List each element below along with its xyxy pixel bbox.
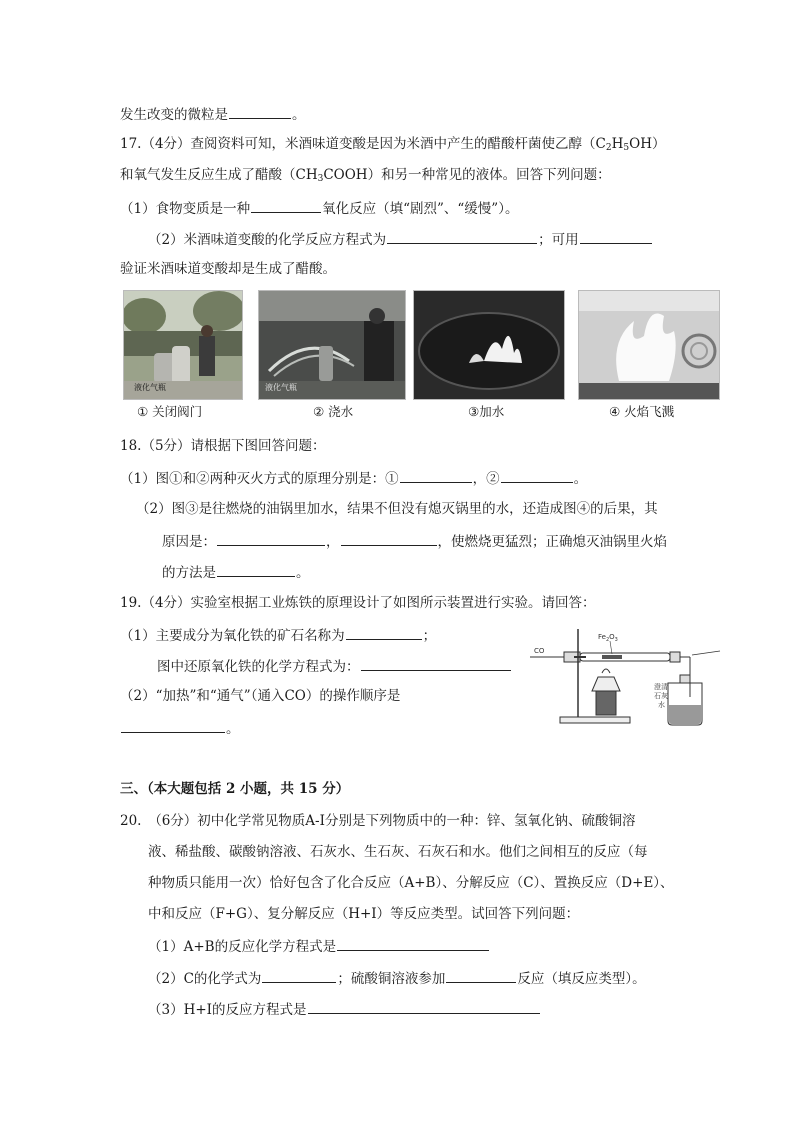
photo-label: 液化气瓶 xyxy=(265,383,297,392)
q18-stem: 18.（5分）请根据下图回答问题： xyxy=(120,438,326,454)
q19-stem: 19.（4分）实验室根据工业炼铁的原理设计了如图所示装置进行实验。请回答： xyxy=(120,595,596,611)
q19-part1-equation: 图中还原氧化铁的化学方程式为： xyxy=(157,656,512,676)
iron-smelting-apparatus xyxy=(530,625,722,728)
svg-text:灰: 灰 xyxy=(661,692,668,700)
photo-flame-splash-image xyxy=(579,291,719,399)
apparatus-diagram xyxy=(530,625,722,728)
answer-blank[interactable] xyxy=(580,229,652,244)
answer-blank[interactable] xyxy=(346,625,422,640)
q17-part2: （2）米酒味道变酸的化学反应方程式为 ；可用 xyxy=(148,229,653,249)
lime-water-label: 澄 xyxy=(654,683,661,691)
answer-blank[interactable] xyxy=(121,718,225,733)
q20-stem-line2: 液、稀盐酸、碳酸钠溶液、石灰水、生石灰、石灰石和水。他们之间相互的反应（每 xyxy=(148,844,648,860)
answer-blank[interactable] xyxy=(387,229,537,244)
photo-caption-1: ① 关闭阀门 xyxy=(137,404,203,419)
q19-part1: （1）主要成分为氧化铁的矿石名称为 ； xyxy=(120,625,436,645)
q18-part2-line2: 原因是： ， ，使燃烧更猛烈；正确熄灭油锅里火焰 xyxy=(162,531,667,551)
q16-tail-line: 发生改变的微粒是 。 xyxy=(120,104,306,124)
answer-blank[interactable] xyxy=(341,531,437,546)
q20-part2: （2）C的化学式为 ；硫酸铜溶液参加 反应（填反应类型）。 xyxy=(148,968,646,988)
answer-blank[interactable] xyxy=(400,468,472,483)
photo-add-water xyxy=(413,290,565,400)
q20-stem-line4: 中和反应（F+G）、复分解反应（H+I）等反应类型。试回答下列问题： xyxy=(148,906,580,922)
fe2o3-label: $Fe_2O_3$ xyxy=(598,633,618,643)
q17-stem-line2: 和氧气发生反应生成了醋酸$(CH_3COOH)$和另一种常见的液体。回答下列问题： xyxy=(120,167,611,184)
section-3-heading: 三、（本大题包括 2 小题，共 15 分） xyxy=(120,781,350,797)
q20-stem-line3: 种物质只能用一次）恰好包含了化合反应（A+B）、分解反应（C）、置换反应（D+E）、 xyxy=(148,875,674,891)
q17-stem-line1: 17.（4分）查阅资料可知，米酒味道变酸是因为米酒中产生的醋酸杆菌使乙醇$(C_2H_5OH)$ xyxy=(120,136,666,153)
answer-blank[interactable] xyxy=(446,968,516,983)
answer-blank[interactable] xyxy=(217,531,325,546)
photo-caption-2: ② 浇水 xyxy=(313,404,354,419)
photo-add-water-image xyxy=(414,291,564,399)
q19-part2-answer: 。 xyxy=(120,718,240,738)
answer-blank[interactable] xyxy=(361,656,511,671)
photo-caption-3: ③加水 xyxy=(468,404,505,419)
answer-blank[interactable] xyxy=(262,968,336,983)
q18-part1: （1）图①和②两种灭火方式的原理分别是：① ，② 。 xyxy=(120,468,587,488)
photo-flame-splash xyxy=(578,290,720,400)
answer-blank[interactable] xyxy=(251,198,321,213)
co-label: CO xyxy=(534,647,545,655)
answer-blank[interactable] xyxy=(229,104,291,119)
answer-blank[interactable] xyxy=(308,999,540,1014)
q20-stem-line1: 20. （6分）初中化学常见物质A-I分别是下列物质中的一种：锌、氢氧化钠、硫酸铜溶 xyxy=(120,813,636,829)
q20-part1: （1）A+B的反应化学方程式是 xyxy=(148,936,490,956)
q20-part3: （3）H+I的反应方程式是 xyxy=(148,999,541,1019)
photo-label: 液化气瓶 xyxy=(134,383,166,392)
q19-part2: （2）“加热”和“通气”（通入CO）的操作顺序是 xyxy=(120,688,401,704)
photo-close-valve-image xyxy=(124,291,242,399)
photo-close-valve xyxy=(123,290,243,400)
q18-part2-line1: （2）图③是往燃烧的油锅里加水，结果不但没有熄灭锅里的水，还造成图④的后果，其 xyxy=(136,501,658,517)
photo-pour-water-image xyxy=(259,291,405,399)
answer-blank[interactable] xyxy=(217,562,295,577)
svg-text:石: 石 xyxy=(654,692,661,700)
q17-part1: （1）食物变质是一种 氧化反应（填“剧烈”、“缓慢”）。 xyxy=(120,198,518,218)
photo-caption-4: ④ 火焰飞溅 xyxy=(609,404,675,419)
q17-part2-cont: 验证米酒味道变酸却是生成了醋酸。 xyxy=(120,261,336,277)
answer-blank[interactable] xyxy=(501,468,573,483)
answer-blank[interactable] xyxy=(337,936,489,951)
photo-pour-water xyxy=(258,290,406,400)
svg-text:水: 水 xyxy=(658,701,665,709)
q18-part2-line3: 的方法是 。 xyxy=(162,562,310,582)
svg-text:清: 清 xyxy=(661,683,668,691)
